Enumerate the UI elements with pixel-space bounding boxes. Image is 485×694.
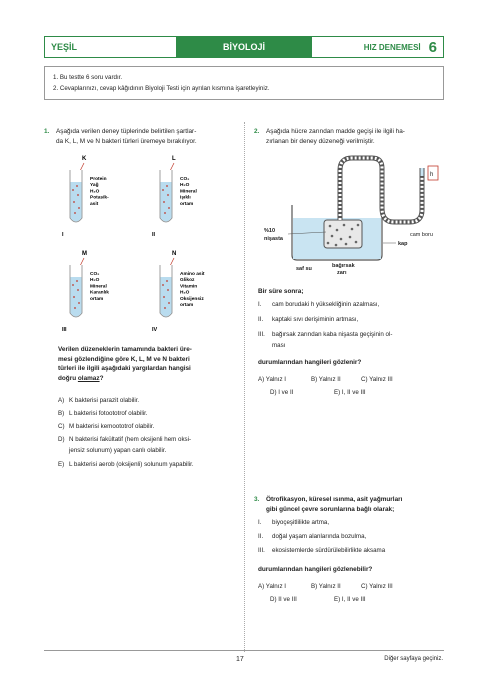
instruction-2: 2. Cevaplarınızı, cevap kâğıdının Biyoloji Testi için ayrılan kısmına işaretleyiniz. <box>53 85 270 92</box>
bacteria-dot <box>73 201 75 203</box>
column-divider <box>244 122 245 652</box>
tube-condition: Protein <box>90 177 107 182</box>
footer-divider <box>44 650 444 651</box>
statement-text: ması <box>272 342 286 349</box>
test-tube-n <box>152 251 205 333</box>
label-container: kap <box>398 241 408 247</box>
label-pure-water: saf su <box>296 266 312 272</box>
answer-option: jensiz solunum) yapan canlı olabilir. <box>69 447 167 454</box>
header-subject: BİYOLOJİ <box>176 36 312 58</box>
answer-option: C) Yalnız III <box>361 583 393 590</box>
bacteria-dot <box>72 284 74 286</box>
tube-number: III <box>62 327 67 333</box>
bacteria-dot <box>163 296 165 298</box>
q3-question: durumlarından hangileri gözlenebilir? <box>258 566 373 573</box>
answer-option: A) Yalnız I <box>258 583 286 590</box>
bacteria-dot <box>168 207 170 209</box>
bacteria-dot <box>74 212 76 214</box>
tube-condition: Mineral <box>90 284 107 290</box>
question-stem: zırlanan bir deney düzeneği verilmiştir. <box>266 137 375 145</box>
prompt-negation: olamaz <box>77 374 100 382</box>
answer-option: L bakterisi aerob (oksijenli) solunum yapabilir. <box>69 461 194 468</box>
q2-question: durumlarından hangileri gözlenir? <box>258 359 362 366</box>
header-test-number: 6 <box>428 38 437 56</box>
prompt-line: mesi gözlendiğine göre K, L, M ve N bakteri <box>58 355 190 363</box>
tube-label: K <box>82 156 87 162</box>
statement-text: biyoçeşitlilikte artma, <box>272 519 330 526</box>
header-left: YEŞİL <box>44 36 176 58</box>
test-tube-m <box>62 251 109 333</box>
tube-condition: Oksijensiz <box>180 296 204 302</box>
option-key: B) <box>58 410 65 417</box>
bacteria-dot <box>163 201 165 203</box>
answer-option: L bakterisi fotoototrof olabilir. <box>69 410 148 417</box>
q2-after-text: Bir süre sonra; <box>258 288 304 295</box>
question-stem: Aşağıda hücre zarından madde geçişi ile ilgili ha- <box>266 128 405 135</box>
tube-medium <box>71 182 82 222</box>
question-number: 2. <box>254 128 260 135</box>
answer-option: K bakterisi parazit olabilir. <box>69 397 140 404</box>
tube-condition: Mineral <box>180 189 197 195</box>
question-stem: da K, L, M ve N bakteri türleri üremeye bırakılıyor. <box>56 137 197 145</box>
bacteria-dot <box>162 189 164 191</box>
tube-number: I <box>62 232 64 238</box>
tube-condition: ortam <box>180 303 194 308</box>
prompt-line: doğru <box>58 374 78 382</box>
statement-key: II. <box>258 316 264 323</box>
answer-option: B) Yalnız II <box>311 583 341 590</box>
tube-number: II <box>152 232 156 238</box>
statement-text: bağırsak zarından kaba nişasta geçişinin ol- <box>272 331 393 338</box>
bacteria-dot <box>76 185 78 187</box>
answer-option: D) I ve II <box>270 389 294 396</box>
answer-option: A) Yalnız I <box>258 376 286 383</box>
bacteria-dot <box>162 284 164 286</box>
bacteria-dot <box>78 207 80 209</box>
tube-condition: Amino asit <box>180 272 205 277</box>
tube-medium <box>71 277 82 317</box>
question-stem: Aşağıda verilen deney tüplerinde belirtilen şartlar- <box>56 128 197 135</box>
instructions-box <box>44 66 444 100</box>
tube-condition: H₂O <box>90 278 100 284</box>
bacteria-dot <box>77 289 79 291</box>
answer-option: D) II ve III <box>270 596 297 603</box>
bacteria-dot <box>72 189 74 191</box>
bacteria-dot <box>74 307 76 309</box>
statement-text: doğal yaşam alanlarında bozulma, <box>272 533 367 540</box>
prompt-end: ? <box>99 374 104 382</box>
instruction-1: 1. Bu testte 6 soru vardır. <box>53 74 123 81</box>
bacteria-dot <box>77 194 79 196</box>
option-key: A) <box>58 397 65 404</box>
tube-condition: ortam <box>90 296 104 302</box>
tube-condition: asit <box>90 201 99 207</box>
bacteria-dot <box>76 280 78 282</box>
osmosis-apparatus-figure <box>262 150 444 275</box>
bacteria-dot <box>166 280 168 282</box>
bacteria-dot <box>73 296 75 298</box>
label-membrane: zarı <box>337 270 347 275</box>
tube-condition: H₂O <box>180 290 190 296</box>
prompt-line: türleri ile ilgili aşağıdaki yargılardan hangisi <box>58 365 191 373</box>
question-stem: gibi güncel çevre sorunlarına bağlı olarak; <box>266 505 395 513</box>
tube-condition: Karanlık <box>90 290 109 296</box>
answer-option: E) I, II ve III <box>334 389 366 396</box>
statement-key: III. <box>258 547 265 554</box>
option-key: D) <box>58 436 65 443</box>
statement-key: II. <box>258 533 264 540</box>
label-starch-percent: %10 <box>264 228 276 234</box>
tube-condition: H₂O <box>180 183 190 189</box>
tube-medium <box>161 277 172 317</box>
statement-text: kaptaki sıvı derişiminin artması, <box>272 316 359 323</box>
tube-condition: CO₂ <box>180 177 190 182</box>
test-tubes-figure <box>60 150 240 335</box>
question-3 <box>254 495 450 514</box>
header-test-name: HIZ DENEMESİ <box>363 42 421 52</box>
tube-condition: Vitamin <box>180 284 198 290</box>
bacteria-dot <box>78 302 80 304</box>
statement-text: ekosistemlerde sürdürülebilirlikte aksama <box>272 547 386 554</box>
tube-condition: H₂O <box>90 189 100 195</box>
question-2 <box>254 127 450 146</box>
bacteria-dot <box>164 212 166 214</box>
tube-condition: Işıklı <box>180 195 191 201</box>
question-number: 1. <box>44 128 50 135</box>
statement-text: cam borudaki h yüksekliğinin azalması, <box>272 301 380 308</box>
test-tube-k <box>62 156 109 238</box>
answer-option: M bakterisi kemoototrof olabilir. <box>69 423 155 430</box>
statement-key: I. <box>258 301 262 308</box>
question-stem: Ötrofikasyon, küresel ısınma, asit yağmurları <box>266 496 403 503</box>
bacteria-dot <box>164 307 166 309</box>
tube-label: M <box>82 251 87 257</box>
answer-option: N bakterisi fakültatif (hem oksijenli hem oksi- <box>69 436 192 443</box>
option-key: C) <box>58 423 65 430</box>
test-tube-l <box>152 156 197 238</box>
tube-condition: Yağ <box>90 183 99 189</box>
question-number: 3. <box>254 496 260 503</box>
tube-condition: CO₂ <box>90 272 100 277</box>
tube-condition: Glikoz <box>180 278 195 284</box>
statement-key: I. <box>258 519 262 526</box>
bacteria-dot <box>167 289 169 291</box>
answer-option: B) Yalnız II <box>311 376 341 383</box>
tube-number: IV <box>152 327 158 333</box>
prompt-line: Verilen düzeneklerin tamamında bakteri üre- <box>58 346 192 353</box>
tube-label: L <box>172 156 176 162</box>
label-starch: nişasta <box>264 236 283 242</box>
option-key: E) <box>58 461 65 468</box>
bacteria-dot <box>168 302 170 304</box>
question-1-prompt <box>58 345 238 383</box>
statement-key: III. <box>258 331 265 338</box>
bacteria-dot <box>167 194 169 196</box>
bacteria-dot <box>166 185 168 187</box>
tube-label: N <box>172 251 177 257</box>
tube-condition: ortam <box>180 201 194 207</box>
tube-condition: Potasik- <box>90 195 109 201</box>
page-number: 17 <box>236 656 244 663</box>
label-h: h <box>430 172 434 178</box>
tube-medium <box>161 182 172 222</box>
exam-header <box>44 36 444 58</box>
answer-option: C) Yalnız III <box>361 376 393 383</box>
label-glass-tube: cam boru <box>410 232 433 238</box>
header-right <box>312 36 444 58</box>
label-intestine: bağırsak <box>332 263 355 269</box>
answer-option: E) I, II ve III <box>334 596 366 603</box>
next-page-note: Diğer sayfaya geçiniz. <box>384 656 443 662</box>
question-1 <box>44 127 240 146</box>
